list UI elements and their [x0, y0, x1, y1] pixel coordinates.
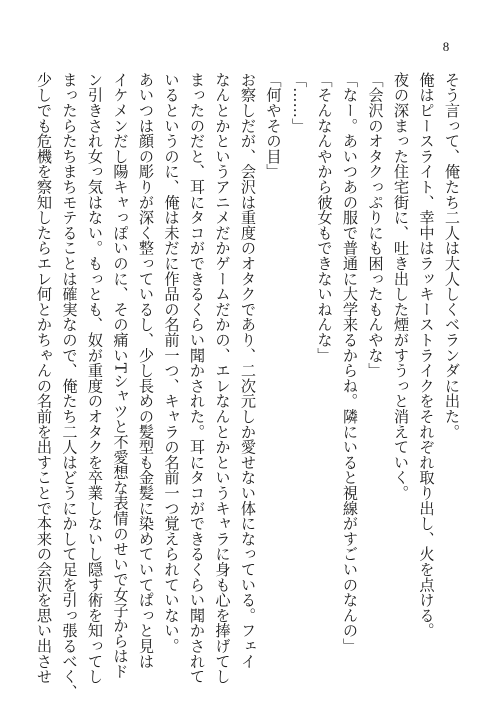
text-line: 少しでも危機を察知したらエレ何とかちゃんの名前を出すことで本来の会沢を思い出させ: [35, 72, 53, 684]
page-number: 8: [442, 39, 450, 54]
text-line: 俺はピースライト、幸中はラッキーストライクをそれぞれ取り出し、火を点ける。: [417, 72, 436, 639]
dialogue-line: 「なー。あいつあの服で普通に大学来るからね。隣にいると視線がすごいのなんの」: [341, 72, 359, 654]
text-line: なんとかというアニメだかゲームだかの、エレなんとかというキャラに身も心を捧げてし: [213, 72, 232, 684]
text-line: まったのだと、耳にタコができるくらい聞かされた。耳にタコができるくらい聞かされて: [188, 72, 206, 684]
text-line: お察しだが、会沢は重度のオタクであり、二次元しか愛せない体になっている。フェイ: [239, 72, 257, 669]
text-line: 夜の深まった住宅街に、吐き出した煙がすうっと消えていく。: [392, 72, 410, 501]
novel-text-body: [31, 72, 465, 700]
text-line: イケメンだし陽キャっぽいのに、その痛いTシャツと不愛想な表情のせいで女子からはド: [111, 72, 130, 679]
text-line: そう言って、俺たち二人は大人しくベランダに出た。: [443, 72, 461, 440]
dialogue-line: 「会沢のオタクっぷりにも困ったもんやな」: [366, 72, 385, 378]
dialogue-line: 「何やその目」: [264, 72, 283, 180]
dialogue-line: 「……」: [290, 72, 308, 134]
text-line: まったらたちまちモテることは確実なので、俺たち二人はどうにかして足を引っ張るべく、: [60, 72, 79, 700]
text-line: あいつは顔の彫りが深く整っているし、少し長めの髪型も金髪に染めていてぱっと見は: [137, 72, 155, 669]
text-line: ン引きされ女っ気はない。もっとも、奴が重度のオタクを卒業しないし隠す術を知ってし: [86, 72, 104, 684]
text-line: いるというのに、俺は未だに作品の名前一つ、キャラの名前一つ覚えられていない。: [162, 72, 181, 654]
dialogue-line: 「そんなんやから彼女もできないねんな」: [315, 72, 334, 363]
